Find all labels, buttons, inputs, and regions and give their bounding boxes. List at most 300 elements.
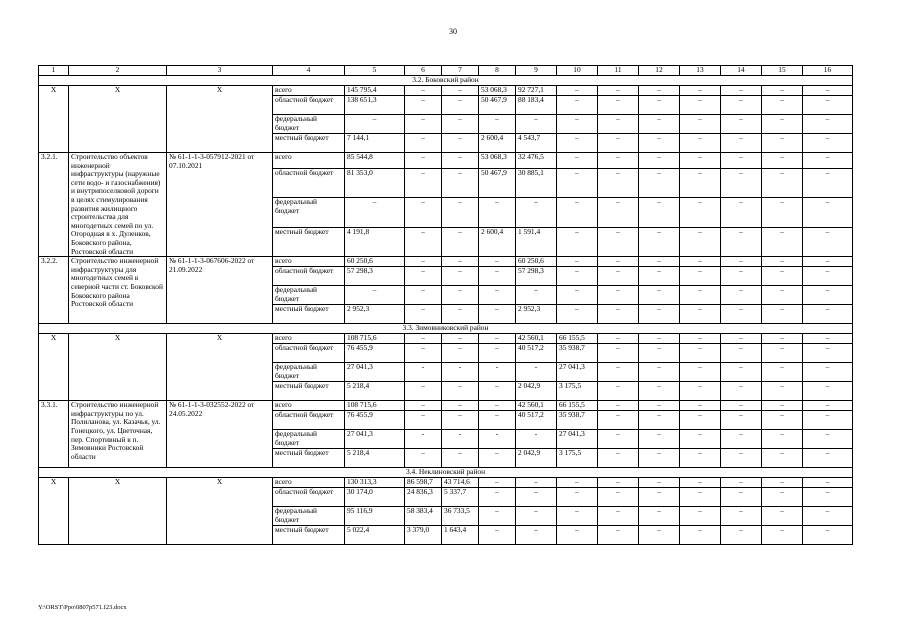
value-cell: – [598,488,639,507]
value-cell: – [405,134,442,153]
value-cell: – [479,507,516,526]
value-cell: – [721,86,762,96]
value-cell: – [639,344,680,363]
value-cell: – [479,286,516,305]
value-cell: – [639,526,680,545]
object-name: Строительство инженерной инфраструктуры для многодетных семей в северной части ст. Боковской Боковского района Ростовской области [69,257,167,324]
value-cell: 4 543,7 [516,134,557,153]
value-cell: 5 022,4 [345,526,405,545]
value-cell: 58 383,4 [405,507,442,526]
value-cell: – [680,305,721,324]
value-cell: – [405,449,442,468]
object-name: Строительство объектов инженерной инфраструктуры (наружные сети водо- и газоснабжения) и внутрипоселковой дороги в целях стимулирования развития жилищного строительства для многодетных семей по ул. Огородная в х. Дуленков, Боковского района, Ростовской области [69,153,167,257]
column-number-cell: 15 [762,66,803,76]
value-cell: – [405,305,442,324]
value-cell: – [405,153,442,169]
value-cell: – [762,134,803,153]
value-cell: – [639,430,680,449]
value-cell: – [557,134,598,153]
item-number: 3.2.1. [39,153,69,257]
section-title: 3.3. Зимовниковский район [39,324,853,334]
column-number-cell: 7 [442,66,479,76]
funding-source: областной бюджет [273,344,345,363]
value-cell: - [516,363,557,382]
value-cell: – [803,96,853,115]
value-cell: – [442,344,479,363]
value-cell: - [442,363,479,382]
value-cell: 35 938,7 [557,344,598,363]
column-number-cell: 1 [39,66,69,76]
value-cell: 43 714,6 [442,478,479,488]
value-cell: 5 218,4 [345,449,405,468]
value-cell: – [762,507,803,526]
value-cell: – [762,305,803,324]
value-cell: – [721,267,762,286]
value-cell: – [516,286,557,305]
value-cell: – [405,168,442,198]
value-cell: – [557,488,598,507]
value-cell: – [516,488,557,507]
value-cell: – [762,430,803,449]
value-cell: – [345,115,405,134]
value-cell: – [557,267,598,286]
funding-source: местный бюджет [273,526,345,545]
value-cell: – [405,257,442,267]
value-cell: – [442,168,479,198]
value-cell: – [762,526,803,545]
value-cell: – [598,115,639,134]
value-cell: – [557,526,598,545]
value-cell: – [803,478,853,488]
value-cell: – [442,153,479,169]
value-cell: – [639,227,680,257]
value-cell: – [721,334,762,344]
funding-source: всего [273,153,345,169]
funding-source: местный бюджет [273,134,345,153]
column-number-cell: 16 [803,66,853,76]
value-cell: – [479,198,516,228]
value-cell: 42 560,1 [516,334,557,344]
value-cell: – [721,153,762,169]
value-cell: – [803,411,853,430]
value-cell: 27 041,3 [345,363,405,382]
value-cell: – [516,526,557,545]
value-cell: 50 467,9 [479,168,516,198]
value-cell: – [405,115,442,134]
item-number: X [39,478,69,545]
value-cell: – [803,507,853,526]
value-cell: – [516,478,557,488]
object-name: X [69,334,167,401]
value-cell: 108 715,6 [345,401,405,411]
value-cell: 66 155,5 [557,334,598,344]
value-cell: – [639,488,680,507]
funding-source: местный бюджет [273,305,345,324]
value-cell: – [479,411,516,430]
value-cell: 95 116,9 [345,507,405,526]
value-cell: – [803,86,853,96]
value-cell: – [721,257,762,267]
value-cell: – [721,526,762,545]
value-cell: 27 041,3 [557,363,598,382]
value-cell: – [479,449,516,468]
value-cell: – [762,96,803,115]
value-cell: 40 517,2 [516,344,557,363]
value-cell: – [639,411,680,430]
value-cell: – [680,507,721,526]
value-cell: – [516,507,557,526]
value-cell: – [479,305,516,324]
value-cell: – [405,267,442,286]
value-cell: – [598,382,639,401]
value-cell: – [405,382,442,401]
item-number: 3.2.2. [39,257,69,324]
value-cell: – [762,168,803,198]
value-cell: 2 952,3 [345,305,405,324]
expertise-conclusion: X [167,478,273,545]
value-cell: 24 836,3 [405,488,442,507]
value-cell: – [803,334,853,344]
value-cell: – [442,411,479,430]
value-cell: 2 600,4 [479,227,516,257]
value-cell: – [442,382,479,401]
funding-source: всего [273,334,345,344]
value-cell: – [639,401,680,411]
value-cell: – [639,305,680,324]
table-row [39,401,853,411]
value-cell: – [598,334,639,344]
value-cell: – [598,267,639,286]
column-number-cell: 2 [69,66,167,76]
value-cell: – [442,334,479,344]
funding-source: федеральный бюджет [273,430,345,449]
value-cell: 40 517,2 [516,411,557,430]
value-cell: – [442,305,479,324]
value-cell: 2 952,3 [516,305,557,324]
value-cell: – [557,96,598,115]
value-cell: – [721,344,762,363]
value-cell: – [721,411,762,430]
item-number: 3.3.1. [39,401,69,468]
value-cell: – [598,286,639,305]
value-cell: – [442,449,479,468]
value-cell: – [680,257,721,267]
value-cell: 130 313,3 [345,478,405,488]
value-cell: – [721,430,762,449]
value-cell: – [442,286,479,305]
value-cell: – [762,478,803,488]
column-number-cell: 12 [639,66,680,76]
value-cell: – [803,198,853,228]
value-cell: – [680,134,721,153]
funding-source: федеральный бюджет [273,115,345,134]
value-cell: 66 155,5 [557,401,598,411]
value-cell: – [405,344,442,363]
value-cell: 86 598,7 [405,478,442,488]
value-cell: – [442,115,479,134]
item-number: X [39,334,69,401]
object-name: Строительство инженерной инфраструктуры по ул. Полиланова, ул. Казачья, ул. Гонецкого, ул. Цветочная, пер. Спортивный в п. Зимовники Ростовской области [69,401,167,468]
value-cell: – [639,115,680,134]
value-cell: – [345,286,405,305]
value-cell: – [803,305,853,324]
value-cell: – [598,153,639,169]
table-row [39,334,853,344]
column-number-cell: 3 [167,66,273,76]
value-cell: – [639,334,680,344]
section-title-row [39,76,853,86]
funding-source: областной бюджет [273,96,345,115]
budget-table [38,65,853,545]
value-cell: – [762,227,803,257]
value-cell: – [442,401,479,411]
value-cell: – [762,334,803,344]
value-cell: – [721,168,762,198]
value-cell: - [405,430,442,449]
value-cell: - [479,430,516,449]
column-number-cell: 4 [273,66,345,76]
value-cell: – [598,168,639,198]
value-cell: – [803,344,853,363]
table-row [39,86,853,96]
page-number: 30 [449,27,457,36]
value-cell: – [680,168,721,198]
value-cell: – [479,344,516,363]
value-cell: – [598,401,639,411]
value-cell: – [442,96,479,115]
value-cell: 32 476,5 [516,153,557,169]
value-cell: – [721,134,762,153]
value-cell: – [598,478,639,488]
value-cell: – [557,168,598,198]
value-cell: 1 643,4 [442,526,479,545]
value-cell: 88 183,4 [516,96,557,115]
value-cell: – [557,478,598,488]
value-cell: – [639,257,680,267]
value-cell: – [479,257,516,267]
value-cell: 76 455,9 [345,344,405,363]
value-cell: – [639,168,680,198]
value-cell: 92 727,1 [516,86,557,96]
column-number-cell: 8 [479,66,516,76]
value-cell: 60 250,6 [516,257,557,267]
value-cell: 53 068,3 [479,153,516,169]
value-cell: – [803,267,853,286]
value-cell: – [557,86,598,96]
value-cell: – [598,96,639,115]
value-cell: – [803,153,853,169]
funding-source: местный бюджет [273,382,345,401]
value-cell: – [639,96,680,115]
value-cell: – [803,134,853,153]
value-cell: – [639,153,680,169]
value-cell: – [639,363,680,382]
value-cell: – [803,401,853,411]
value-cell: 85 544,8 [345,153,405,169]
value-cell: – [598,507,639,526]
value-cell: – [557,153,598,169]
value-cell: – [762,363,803,382]
funding-source: областной бюджет [273,168,345,198]
value-cell: – [479,115,516,134]
value-cell: – [721,478,762,488]
value-cell: – [721,305,762,324]
value-cell: – [639,286,680,305]
value-cell: – [803,257,853,267]
value-cell: - [442,430,479,449]
value-cell: – [405,401,442,411]
value-cell: – [721,96,762,115]
funding-source: областной бюджет [273,411,345,430]
value-cell: – [442,86,479,96]
value-cell: 138 651,3 [345,96,405,115]
column-number-cell: 6 [405,66,442,76]
value-cell: – [680,86,721,96]
value-cell: – [557,227,598,257]
value-cell: – [721,401,762,411]
value-cell: – [598,86,639,96]
value-cell: – [762,286,803,305]
value-cell: – [762,86,803,96]
value-cell: 108 715,6 [345,334,405,344]
value-cell: – [405,96,442,115]
value-cell: 3 175,5 [557,449,598,468]
value-cell: – [721,363,762,382]
value-cell: – [680,363,721,382]
value-cell: – [721,507,762,526]
object-name: X [69,478,167,545]
value-cell: – [479,478,516,488]
funding-source: всего [273,401,345,411]
value-cell: – [598,430,639,449]
funding-source: федеральный бюджет [273,363,345,382]
value-cell: – [680,198,721,228]
value-cell: – [680,286,721,305]
funding-source: всего [273,257,345,267]
value-cell: – [803,168,853,198]
value-cell: 81 353,0 [345,168,405,198]
value-cell: – [680,334,721,344]
value-cell: 2 042,9 [516,382,557,401]
value-cell: – [598,257,639,267]
value-cell: – [598,344,639,363]
value-cell: – [639,134,680,153]
section-title-row [39,468,853,478]
value-cell: – [557,115,598,134]
value-cell: – [680,153,721,169]
value-cell: – [762,267,803,286]
value-cell: 50 467,9 [479,96,516,115]
expertise-conclusion: № 61-1-1-3-067606-2022 от 21.09.2022 [167,257,273,324]
value-cell: 57 298,3 [345,267,405,286]
value-cell: – [598,227,639,257]
column-number-cell: 14 [721,66,762,76]
value-cell: – [762,344,803,363]
expertise-conclusion: № 61-1-1-3-032552-2022 от 24.05.2022 [167,401,273,468]
value-cell: 2 600,4 [479,134,516,153]
value-cell: – [803,526,853,545]
value-cell: – [762,257,803,267]
value-cell: 7 144,1 [345,134,405,153]
funding-source: местный бюджет [273,449,345,468]
value-cell: – [598,363,639,382]
item-number: X [39,86,69,153]
value-cell: – [598,134,639,153]
value-cell: – [680,344,721,363]
funding-source: местный бюджет [273,227,345,257]
value-cell: – [721,115,762,134]
value-cell: – [557,286,598,305]
value-cell: – [680,401,721,411]
value-cell: – [721,286,762,305]
value-cell: 27 041,3 [345,430,405,449]
value-cell: – [803,115,853,134]
section-title-row [39,324,853,334]
value-cell: 1 591,4 [516,227,557,257]
value-cell: 27 041,3 [557,430,598,449]
value-cell: – [680,449,721,468]
value-cell: – [803,227,853,257]
value-cell: – [680,478,721,488]
value-cell: – [680,115,721,134]
value-cell: – [803,363,853,382]
value-cell: – [762,401,803,411]
value-cell: – [479,526,516,545]
value-cell: – [639,198,680,228]
funding-source: областной бюджет [273,267,345,286]
value-cell: – [405,286,442,305]
value-cell: 42 560,1 [516,401,557,411]
value-cell: – [680,526,721,545]
value-cell: – [639,449,680,468]
value-cell: – [680,96,721,115]
value-cell: – [639,267,680,286]
value-cell: – [680,382,721,401]
value-cell: – [479,334,516,344]
value-cell: – [405,334,442,344]
value-cell: – [405,227,442,257]
value-cell: – [516,115,557,134]
value-cell: – [762,115,803,134]
value-cell: – [803,430,853,449]
value-cell: – [762,198,803,228]
value-cell: 145 795,4 [345,86,405,96]
expertise-conclusion: № 61-1-1-3-057912-2021 от 07.10.2021 [167,153,273,257]
expertise-conclusion: X [167,86,273,153]
value-cell: 4 191,8 [345,227,405,257]
expertise-conclusion: X [167,334,273,401]
value-cell: – [762,382,803,401]
value-cell: 5 337,7 [442,488,479,507]
table-row [39,478,853,488]
value-cell: – [803,382,853,401]
value-cell: – [639,382,680,401]
value-cell: – [516,198,557,228]
funding-source: всего [273,478,345,488]
value-cell: – [405,86,442,96]
value-cell: – [479,382,516,401]
value-cell: – [557,198,598,228]
funding-source: федеральный бюджет [273,286,345,305]
value-cell: – [442,257,479,267]
value-cell: 35 938,7 [557,411,598,430]
value-cell: – [803,449,853,468]
value-cell: 30 174,0 [345,488,405,507]
value-cell: – [721,449,762,468]
value-cell: 53 068,3 [479,86,516,96]
value-cell: 3 379,0 [405,526,442,545]
value-cell: – [598,411,639,430]
